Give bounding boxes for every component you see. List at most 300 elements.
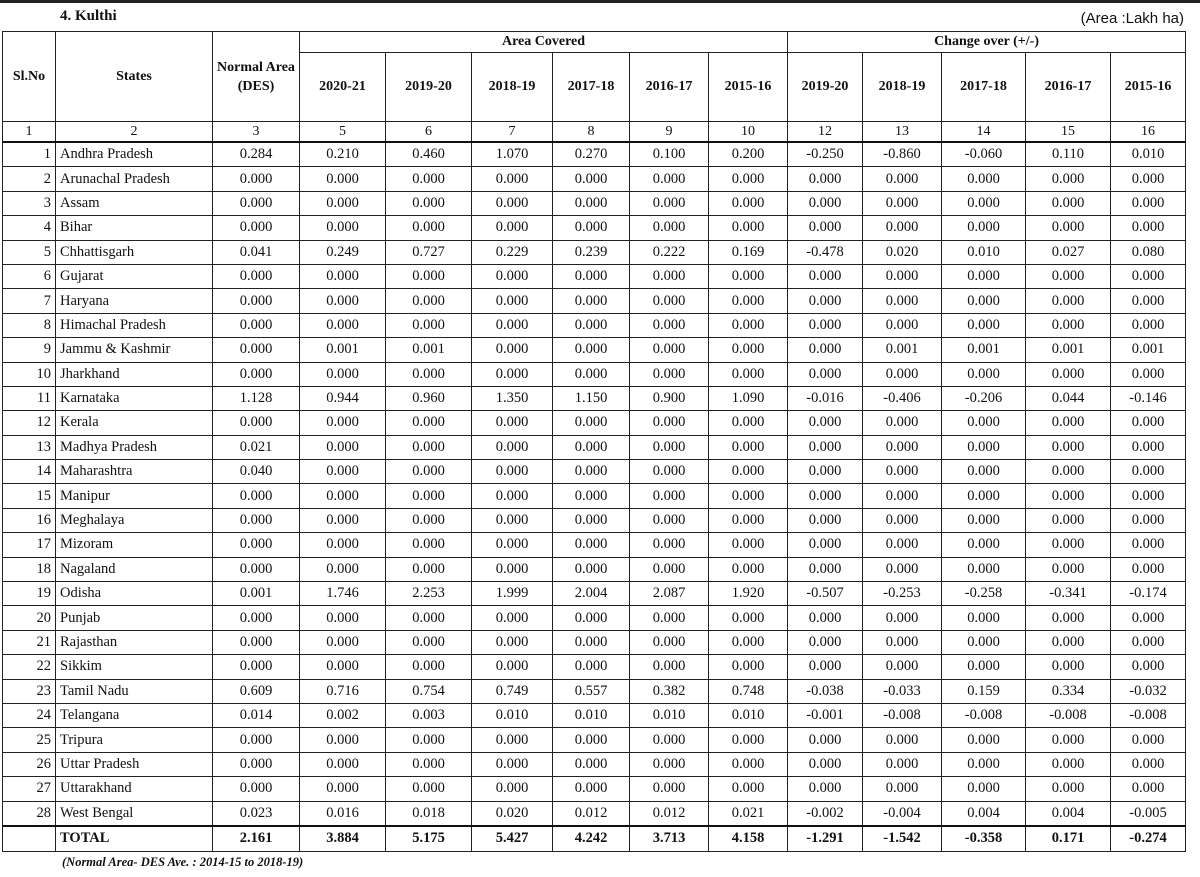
value-cell: 0.000	[788, 655, 863, 679]
value-cell: 0.001	[942, 338, 1026, 362]
value-cell: 0.000	[300, 264, 386, 288]
state-name: Nagaland	[56, 557, 213, 581]
value-cell: 0.000	[863, 460, 942, 484]
row-serial: 23	[3, 679, 56, 703]
row-serial: 4	[3, 216, 56, 240]
state-name: Gujarat	[56, 264, 213, 288]
value-cell: 0.000	[213, 630, 300, 654]
column-number: 2	[56, 122, 213, 143]
value-cell: 0.003	[386, 703, 472, 727]
header-change-year: 2015-16	[1111, 53, 1186, 122]
value-cell: 0.239	[553, 240, 630, 264]
total-value: -0.358	[942, 826, 1026, 852]
value-cell: 1.150	[553, 386, 630, 410]
value-cell: 0.000	[213, 167, 300, 191]
value-cell: 0.041	[213, 240, 300, 264]
value-cell: 0.000	[300, 606, 386, 630]
value-cell: 0.270	[553, 142, 630, 167]
value-cell: 0.000	[472, 728, 553, 752]
row-serial: 14	[3, 460, 56, 484]
state-name: Bihar	[56, 216, 213, 240]
value-cell: 0.000	[942, 411, 1026, 435]
value-cell: 0.110	[1026, 142, 1111, 167]
value-cell: -0.146	[1111, 386, 1186, 410]
value-cell: 0.000	[213, 338, 300, 362]
value-cell: -0.060	[942, 142, 1026, 167]
state-name: Mizoram	[56, 533, 213, 557]
value-cell: -0.001	[788, 703, 863, 727]
row-serial: 24	[3, 703, 56, 727]
column-number: 10	[709, 122, 788, 143]
value-cell: 0.001	[1026, 338, 1111, 362]
row-serial: 6	[3, 264, 56, 288]
value-cell: 0.000	[1026, 411, 1111, 435]
value-cell: 0.000	[472, 338, 553, 362]
value-cell: 0.000	[709, 191, 788, 215]
value-cell: 0.000	[300, 533, 386, 557]
table-row	[3, 460, 1186, 484]
value-cell: 0.000	[1111, 191, 1186, 215]
value-cell: 0.000	[1111, 630, 1186, 654]
value-cell: 0.000	[863, 264, 942, 288]
value-cell: 0.000	[553, 508, 630, 532]
table-row	[3, 801, 1186, 826]
value-cell: 0.001	[863, 338, 942, 362]
state-name: Jammu & Kashmir	[56, 338, 213, 362]
header-change-year: 2018-19	[863, 53, 942, 122]
value-cell: 0.000	[630, 191, 709, 215]
table-row	[3, 557, 1186, 581]
row-serial: 10	[3, 362, 56, 386]
value-cell: -0.478	[788, 240, 863, 264]
value-cell: 0.000	[630, 533, 709, 557]
value-cell: 0.000	[386, 508, 472, 532]
value-cell: 0.000	[553, 362, 630, 386]
value-cell: 0.000	[788, 460, 863, 484]
value-cell: 0.000	[863, 533, 942, 557]
value-cell: 0.000	[788, 752, 863, 776]
value-cell: 0.000	[788, 606, 863, 630]
value-cell: 1.090	[709, 386, 788, 410]
value-cell: 1.999	[472, 582, 553, 606]
table-title: 4. Kulthi	[60, 8, 117, 24]
value-cell: 0.000	[386, 777, 472, 801]
value-cell: 0.000	[300, 362, 386, 386]
header-change-year: 2017-18	[942, 53, 1026, 122]
value-cell: 0.000	[553, 484, 630, 508]
value-cell: 0.000	[942, 655, 1026, 679]
value-cell: 0.159	[942, 679, 1026, 703]
value-cell: 0.000	[213, 728, 300, 752]
total-value: -0.274	[1111, 826, 1186, 852]
column-number: 12	[788, 122, 863, 143]
value-cell: 0.000	[788, 289, 863, 313]
state-name: Rajasthan	[56, 630, 213, 654]
column-number: 16	[1111, 122, 1186, 143]
value-cell: 0.000	[553, 264, 630, 288]
state-name: Kerala	[56, 411, 213, 435]
value-cell: 0.002	[300, 703, 386, 727]
value-cell: 0.000	[386, 630, 472, 654]
value-cell: -0.008	[1111, 703, 1186, 727]
header-area-year: 2016-17	[630, 53, 709, 122]
value-cell: 0.000	[630, 606, 709, 630]
column-number: 15	[1026, 122, 1111, 143]
value-cell: 0.000	[472, 362, 553, 386]
value-cell: 0.001	[386, 338, 472, 362]
value-cell: 0.000	[213, 533, 300, 557]
value-cell: 0.000	[472, 752, 553, 776]
table-row	[3, 240, 1186, 264]
state-name: Andhra Pradesh	[56, 142, 213, 167]
value-cell: 0.000	[942, 728, 1026, 752]
row-serial: 13	[3, 435, 56, 459]
value-cell: 0.960	[386, 386, 472, 410]
value-cell: 0.000	[630, 167, 709, 191]
value-cell: 0.000	[709, 777, 788, 801]
value-cell: 0.900	[630, 386, 709, 410]
table-row	[3, 679, 1186, 703]
value-cell: 0.000	[386, 191, 472, 215]
value-cell: 0.000	[630, 752, 709, 776]
value-cell: 0.000	[1111, 362, 1186, 386]
state-name: Meghalaya	[56, 508, 213, 532]
value-cell: 0.000	[709, 216, 788, 240]
value-cell: 0.000	[942, 362, 1026, 386]
value-cell: 0.000	[942, 191, 1026, 215]
value-cell: 0.000	[553, 777, 630, 801]
value-cell: 0.000	[472, 411, 553, 435]
table-row	[3, 191, 1186, 215]
value-cell: 0.000	[1026, 460, 1111, 484]
state-name: Madhya Pradesh	[56, 435, 213, 459]
value-cell: 0.012	[553, 801, 630, 826]
value-cell: 0.000	[863, 630, 942, 654]
value-cell: 0.000	[553, 606, 630, 630]
value-cell: -0.406	[863, 386, 942, 410]
value-cell: 0.000	[709, 362, 788, 386]
value-cell: 0.000	[709, 508, 788, 532]
value-cell: 0.000	[709, 167, 788, 191]
row-serial: 21	[3, 630, 56, 654]
value-cell: 0.000	[863, 606, 942, 630]
value-cell: 0.000	[863, 728, 942, 752]
header-area-year: 2018-19	[472, 53, 553, 122]
column-number-row	[3, 122, 1186, 143]
value-cell: 0.000	[788, 362, 863, 386]
value-cell: 0.000	[788, 777, 863, 801]
value-cell: 0.000	[630, 435, 709, 459]
value-cell: 0.000	[1026, 533, 1111, 557]
value-cell: 0.000	[1111, 289, 1186, 313]
value-cell: 0.000	[386, 167, 472, 191]
value-cell: 0.000	[472, 289, 553, 313]
value-cell: 0.000	[709, 411, 788, 435]
value-cell: 0.000	[213, 362, 300, 386]
row-serial: 17	[3, 533, 56, 557]
value-cell: 0.000	[300, 752, 386, 776]
column-number: 6	[386, 122, 472, 143]
value-cell: 0.000	[1111, 484, 1186, 508]
value-cell: 0.000	[788, 557, 863, 581]
value-cell: 0.000	[630, 460, 709, 484]
row-serial: 25	[3, 728, 56, 752]
value-cell: 0.000	[1026, 289, 1111, 313]
value-cell: 0.000	[942, 752, 1026, 776]
table-row	[3, 435, 1186, 459]
value-cell: 0.027	[1026, 240, 1111, 264]
value-cell: 0.000	[709, 655, 788, 679]
total-value: 5.175	[386, 826, 472, 852]
state-name: Telangana	[56, 703, 213, 727]
row-serial: 1	[3, 142, 56, 167]
row-serial: 18	[3, 557, 56, 581]
value-cell: 0.210	[300, 142, 386, 167]
row-serial: 19	[3, 582, 56, 606]
row-serial: 26	[3, 752, 56, 776]
value-cell: 0.000	[386, 362, 472, 386]
value-cell: 0.000	[1026, 777, 1111, 801]
value-cell: 0.000	[630, 630, 709, 654]
value-cell: 0.000	[472, 606, 553, 630]
value-cell: 0.000	[1111, 460, 1186, 484]
value-cell: 0.000	[942, 289, 1026, 313]
value-cell: 2.253	[386, 582, 472, 606]
value-cell: 0.000	[630, 655, 709, 679]
value-cell: 0.000	[213, 216, 300, 240]
value-cell: 1.128	[213, 386, 300, 410]
value-cell: 0.000	[472, 167, 553, 191]
value-cell: 0.000	[630, 289, 709, 313]
value-cell: 0.000	[213, 264, 300, 288]
value-cell: 0.000	[709, 264, 788, 288]
value-cell: 0.000	[213, 484, 300, 508]
table-row	[3, 167, 1186, 191]
value-cell: 0.000	[863, 752, 942, 776]
table-row	[3, 655, 1186, 679]
state-name: West Bengal	[56, 801, 213, 826]
state-name: Uttar Pradesh	[56, 752, 213, 776]
header-area-year: 2019-20	[386, 53, 472, 122]
value-cell: -0.004	[863, 801, 942, 826]
value-cell: 0.000	[630, 777, 709, 801]
value-cell: 0.000	[1026, 557, 1111, 581]
value-cell: 0.000	[1111, 533, 1186, 557]
total-label: TOTAL	[56, 826, 213, 852]
value-cell: -0.258	[942, 582, 1026, 606]
value-cell: 0.000	[630, 508, 709, 532]
value-cell: 0.000	[1026, 167, 1111, 191]
row-serial: 11	[3, 386, 56, 410]
value-cell: 0.000	[300, 484, 386, 508]
value-cell: -0.032	[1111, 679, 1186, 703]
value-cell: 0.000	[300, 435, 386, 459]
value-cell: -0.250	[788, 142, 863, 167]
value-cell: 0.000	[472, 484, 553, 508]
value-cell: 0.000	[300, 728, 386, 752]
row-serial: 9	[3, 338, 56, 362]
header-slno: Sl.No	[3, 32, 56, 122]
value-cell: 0.000	[553, 289, 630, 313]
value-cell: 0.000	[300, 167, 386, 191]
value-cell: 0.000	[553, 191, 630, 215]
row-serial: 7	[3, 289, 56, 313]
row-serial: 22	[3, 655, 56, 679]
value-cell: 0.000	[863, 289, 942, 313]
value-cell: 0.000	[630, 484, 709, 508]
value-cell: 0.000	[386, 533, 472, 557]
column-number: 1	[3, 122, 56, 143]
column-number: 9	[630, 122, 709, 143]
total-value: 5.427	[472, 826, 553, 852]
value-cell: 0.000	[788, 508, 863, 532]
value-cell: 0.334	[1026, 679, 1111, 703]
value-cell: 0.000	[863, 484, 942, 508]
value-cell: 0.000	[300, 289, 386, 313]
value-cell: 0.001	[300, 338, 386, 362]
table-row	[3, 703, 1186, 727]
value-cell: 0.000	[863, 777, 942, 801]
value-cell: 0.000	[709, 630, 788, 654]
table-row	[3, 484, 1186, 508]
value-cell: 0.000	[386, 289, 472, 313]
value-cell: 0.000	[386, 435, 472, 459]
table-row	[3, 362, 1186, 386]
value-cell: 0.000	[213, 752, 300, 776]
value-cell: 0.727	[386, 240, 472, 264]
value-cell: 0.000	[709, 338, 788, 362]
value-cell: 0.000	[630, 362, 709, 386]
table-row	[3, 728, 1186, 752]
value-cell: 0.000	[386, 460, 472, 484]
value-cell: 0.000	[863, 167, 942, 191]
value-cell: 0.000	[300, 460, 386, 484]
column-number: 13	[863, 122, 942, 143]
value-cell: 0.169	[709, 240, 788, 264]
value-cell: 0.000	[300, 777, 386, 801]
kulthi-area-table	[2, 31, 1186, 852]
value-cell: 0.000	[709, 289, 788, 313]
table-row	[3, 386, 1186, 410]
total-value: 4.242	[553, 826, 630, 852]
value-cell: 0.010	[942, 240, 1026, 264]
value-cell: 0.000	[863, 508, 942, 532]
value-cell: 0.000	[1111, 508, 1186, 532]
value-cell: 0.000	[553, 435, 630, 459]
value-cell: 0.000	[863, 655, 942, 679]
row-serial: 16	[3, 508, 56, 532]
value-cell: 0.018	[386, 801, 472, 826]
header-area-year: 2017-18	[553, 53, 630, 122]
state-name: Maharashtra	[56, 460, 213, 484]
value-cell: 0.944	[300, 386, 386, 410]
total-serial	[3, 826, 56, 852]
table-row	[3, 289, 1186, 313]
value-cell: 0.020	[863, 240, 942, 264]
value-cell: -0.341	[1026, 582, 1111, 606]
value-cell: 0.000	[553, 557, 630, 581]
value-cell: 0.000	[942, 557, 1026, 581]
value-cell: 0.040	[213, 460, 300, 484]
value-cell: 1.070	[472, 142, 553, 167]
table-row	[3, 606, 1186, 630]
row-serial: 8	[3, 313, 56, 337]
value-cell: 0.000	[630, 338, 709, 362]
value-cell: -0.507	[788, 582, 863, 606]
value-cell: 0.382	[630, 679, 709, 703]
table-row	[3, 264, 1186, 288]
value-cell: 0.000	[1026, 508, 1111, 532]
row-serial: 2	[3, 167, 56, 191]
header-area-covered: Area Covered	[300, 32, 788, 53]
state-name: Manipur	[56, 484, 213, 508]
value-cell: 0.000	[942, 460, 1026, 484]
value-cell: 0.000	[472, 191, 553, 215]
value-cell: 0.023	[213, 801, 300, 826]
value-cell: 0.609	[213, 679, 300, 703]
state-name: Jharkhand	[56, 362, 213, 386]
value-cell: 0.000	[213, 411, 300, 435]
value-cell: 0.000	[213, 508, 300, 532]
value-cell: 0.000	[863, 216, 942, 240]
value-cell: 0.016	[300, 801, 386, 826]
table-row	[3, 313, 1186, 337]
value-cell: 0.000	[788, 264, 863, 288]
value-cell: 0.010	[553, 703, 630, 727]
value-cell: 0.000	[942, 777, 1026, 801]
value-cell: 0.000	[300, 216, 386, 240]
value-cell: 0.000	[709, 752, 788, 776]
value-cell: 0.000	[213, 777, 300, 801]
value-cell: 0.249	[300, 240, 386, 264]
value-cell: 0.020	[472, 801, 553, 826]
value-cell: 0.000	[788, 167, 863, 191]
value-cell: 0.000	[1026, 264, 1111, 288]
value-cell: 0.000	[472, 533, 553, 557]
table-row	[3, 533, 1186, 557]
value-cell: 0.010	[472, 703, 553, 727]
value-cell: 0.000	[942, 606, 1026, 630]
state-name: Assam	[56, 191, 213, 215]
value-cell: 0.000	[386, 411, 472, 435]
value-cell: 0.000	[472, 435, 553, 459]
header-states: States	[56, 32, 213, 122]
value-cell: -0.038	[788, 679, 863, 703]
total-value: 2.161	[213, 826, 300, 852]
state-name: Odisha	[56, 582, 213, 606]
value-cell: 0.000	[709, 313, 788, 337]
value-cell: -0.860	[863, 142, 942, 167]
value-cell: 0.000	[788, 338, 863, 362]
header-change-over: Change over (+/-)	[788, 32, 1186, 53]
value-cell: 0.557	[553, 679, 630, 703]
value-cell: 1.746	[300, 582, 386, 606]
value-cell: -0.002	[788, 801, 863, 826]
value-cell: 0.000	[1111, 264, 1186, 288]
value-cell: 0.000	[386, 655, 472, 679]
footnote: (Normal Area- DES Ave. : 2014-15 to 2018-19)	[62, 855, 304, 869]
value-cell: 0.021	[213, 435, 300, 459]
value-cell: 0.754	[386, 679, 472, 703]
value-cell: 0.200	[709, 142, 788, 167]
value-cell: 0.000	[863, 411, 942, 435]
row-serial: 12	[3, 411, 56, 435]
value-cell: 0.000	[788, 191, 863, 215]
table-row	[3, 216, 1186, 240]
header-area-year: 2020-21	[300, 53, 386, 122]
value-cell: 0.000	[213, 191, 300, 215]
value-cell: -0.033	[863, 679, 942, 703]
